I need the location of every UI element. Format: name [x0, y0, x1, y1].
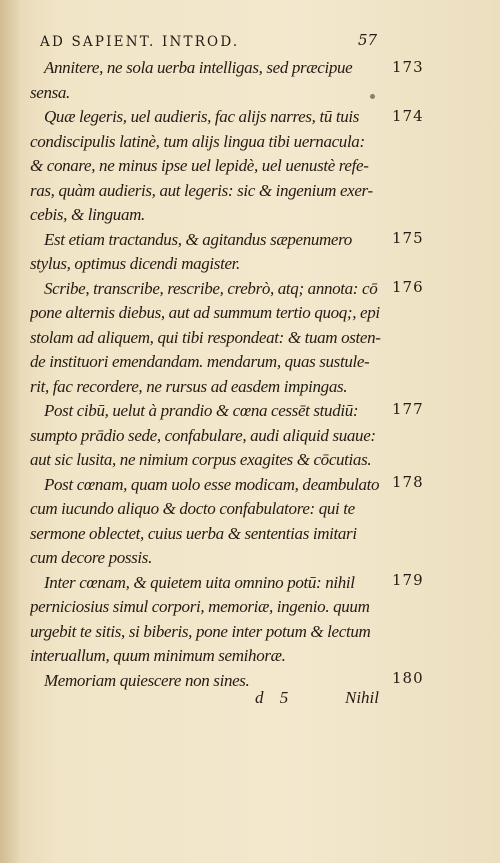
text-line: Post cœnam, quam uolo esse modicam, deambulato: [44, 474, 380, 494]
body-text: [30, 56, 382, 693]
text-line: cum iucundo aliquo & docto confabulatore: qui te: [30, 499, 355, 518]
gutter-shadow: [0, 0, 22, 863]
paragraph-number: 173: [392, 58, 424, 76]
text-line: stolam ad aliquem, qui tibi respondeat: & tuam osten-: [30, 327, 381, 347]
text-line: aut sic lusita, ne nimium corpus exagites & cōcutias.: [30, 450, 372, 469]
paragraph-number: 174: [392, 107, 424, 125]
text-line: Post cibū, uelut à prandio & cœna cessēt studiū:: [44, 401, 359, 420]
text-line: perniciosius simul corpori, memoriæ, ingenio. quum: [30, 597, 370, 616]
text-line: pone alternis diebus, aut ad summum tertio quoq;, epi: [30, 303, 380, 322]
text-line: Inter cœnam, & quietem uita omnino potū: nihil: [44, 572, 355, 592]
text-line: Scribe, transcribe, rescribe, crebrò, atq; annota: cō: [44, 278, 378, 298]
text-line: Quæ legeris, uel audieris, fac alijs narres, tū tuis: [44, 107, 360, 126]
text-line: & conare, ne minus ipse uel lepidè, uel uenustè refe-: [30, 156, 369, 175]
text-line: cebis, & linguam.: [30, 205, 145, 224]
text-line: ras, quàm audieris, aut legeris: sic & ingenium exer-: [30, 180, 373, 200]
text-line: Est etiam tractandus, & agitandus sæpenumero: [44, 229, 352, 249]
paragraph-number: 178: [392, 473, 424, 491]
text-line: Annitere, ne sola uerba intelligas, sed præcipue: [44, 58, 353, 77]
text-line: interuallum, quum minimum semihoræ.: [30, 646, 286, 665]
running-head: AD SAPIENT. INTROD.: [40, 34, 240, 50]
text-line: de instituori emendandam. mendarum, quas sustule-: [30, 352, 370, 371]
text-line: Memoriam quiescere non sines.: [44, 670, 250, 690]
text-line: condiscipulis latinè, tum alijs lingua tibi uernacula:: [30, 131, 365, 151]
text-line: sermone oblectet, cuius uerba & sententias imitari: [30, 523, 357, 543]
text-line: sensa.: [30, 82, 70, 102]
paragraph-number: 175: [392, 229, 424, 247]
catchword: Nihil: [345, 688, 380, 707]
page-number: 57: [358, 31, 378, 49]
paragraph-number: 179: [392, 571, 424, 589]
signature-mark: d 5: [255, 688, 295, 707]
text-line: rit, fac recordere, ne rursus ad easdem impingas.: [30, 376, 348, 396]
text-line: urgebit te sitis, si biberis, pone inter potum & lectum: [30, 621, 371, 641]
paragraph-number: 180: [392, 669, 424, 687]
paragraph-number: 177: [392, 400, 424, 418]
text-line: stylus, optimus dicendi magister.: [30, 254, 240, 273]
ink-blot: [370, 94, 375, 99]
text-line: sumpto prādio sede, confabulare, audi aliquid suaue:: [30, 425, 376, 445]
text-line: cum decore possis.: [30, 548, 152, 567]
paragraph-number: 176: [392, 278, 424, 296]
